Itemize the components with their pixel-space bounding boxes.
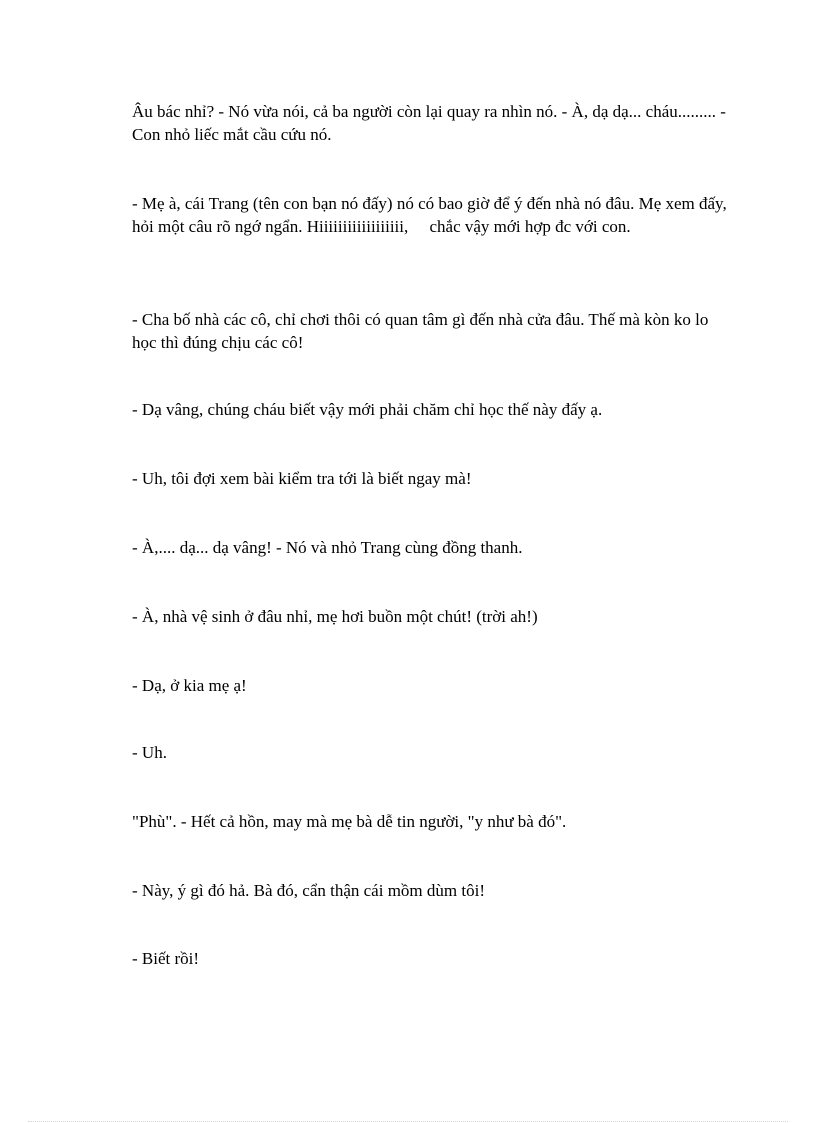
page-bottom-divider <box>28 1121 788 1122</box>
paragraph-1: Âu bác nhỉ? - Nó vừa nói, cả ba người còn lại quay ra nhìn nó. - À, dạ dạ... cháu......... - Con nhỏ liếc mắt cầu cứu nó. <box>132 102 731 144</box>
paragraph-7: - À, nhà vệ sinh ở đâu nhỉ, mẹ hơi buồn một chút! (trời ah!) <box>132 607 538 626</box>
paragraph-4: - Dạ vâng, chúng cháu biết vậy mới phải chăm chỉ học thế này đấy ạ. <box>132 400 603 419</box>
paragraph-8: - Dạ, ở kia mẹ ạ! <box>132 676 247 695</box>
paragraph-10: "Phù". - Hết cả hồn, may mà mẹ bà dễ tin người, "y như bà đó". <box>132 812 567 831</box>
paragraph-11: - Này, ý gì đó hả. Bà đó, cẩn thận cái mồm dùm tôi! <box>132 881 485 900</box>
paragraph-3: - Cha bố nhà các cô, chỉ chơi thôi có quan tâm gì đến nhà cửa đâu. Thế mà kòn ko lo học thì đúng chịu các cô! <box>132 310 713 352</box>
paragraph-9: - Uh. <box>132 743 167 762</box>
paragraph-6: - À,.... dạ... dạ vâng! - Nó và nhỏ Trang cùng đồng thanh. <box>132 538 523 557</box>
paragraph-2: - Mẹ à, cái Trang (tên con bạn nó đấy) nó có bao giờ để ý đến nhà nó đâu. Mẹ xem đấy, hỏi một câu rõ ngớ ngẩn. Hiiiiiiiiiiiiiiiiii, chắc vậy mới hợp đc với con. <box>132 194 731 236</box>
paragraph-5: - Uh, tôi đợi xem bài kiểm tra tới là biết ngay mà! <box>132 469 472 488</box>
paragraph-12: - Biết rồi! <box>132 949 200 968</box>
